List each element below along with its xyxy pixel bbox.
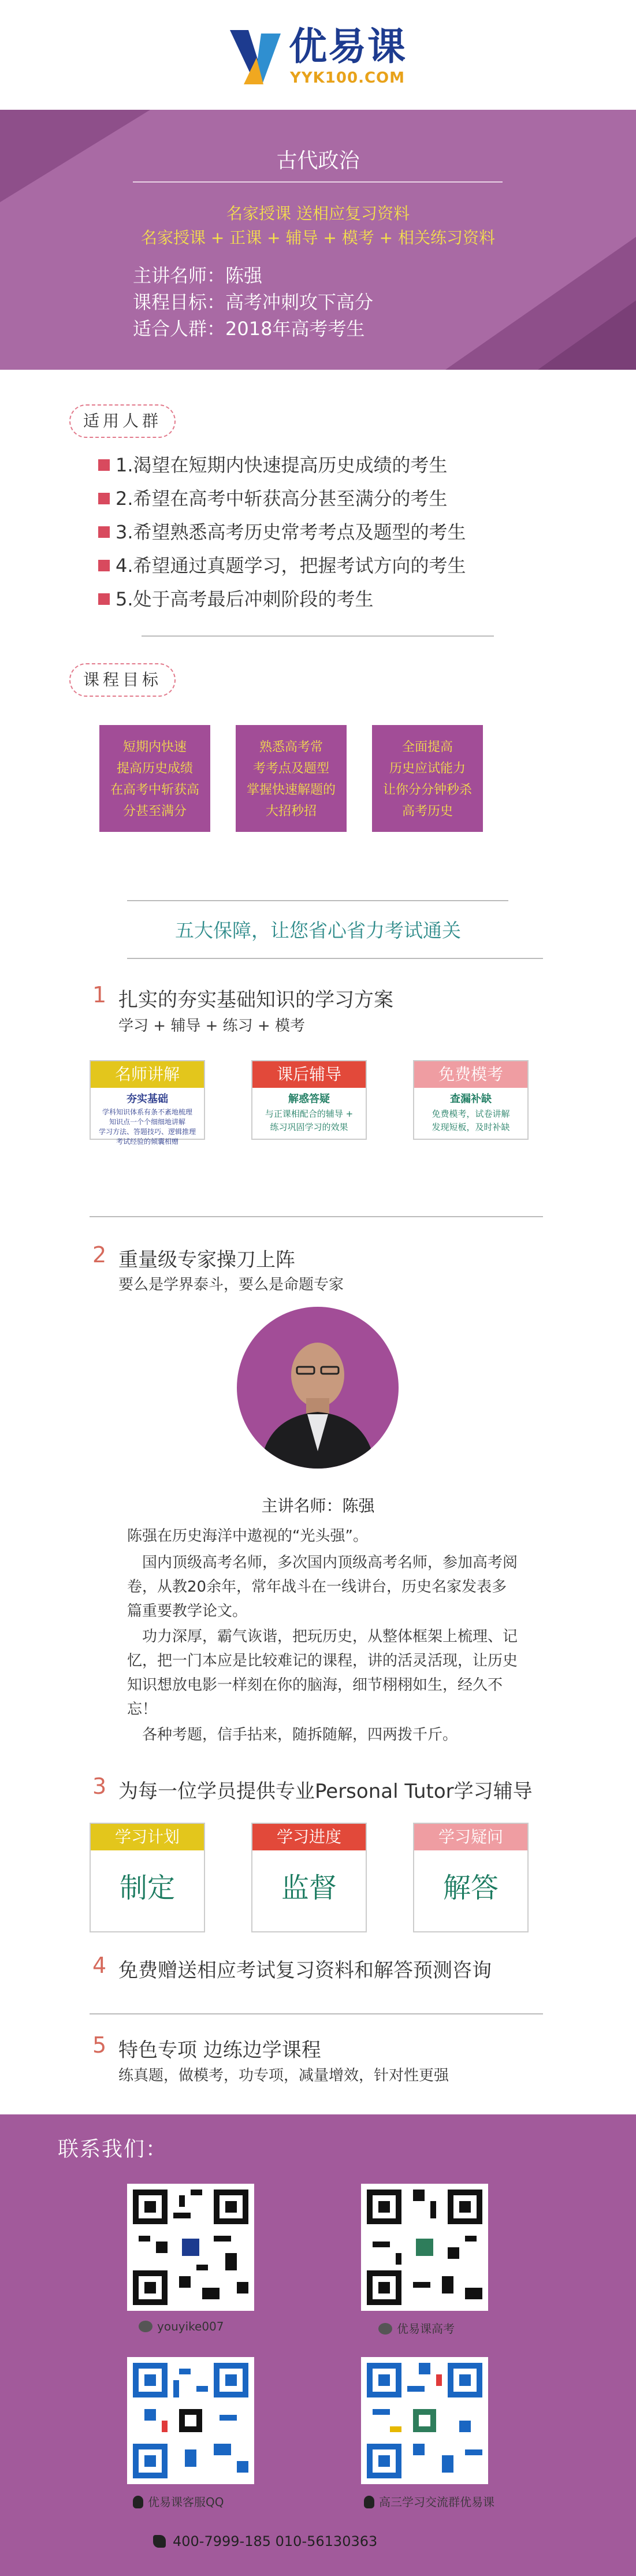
divider	[142, 635, 494, 637]
hero-tagline-2: 名家授课 + 正课 + 辅导 + 模考 + 相关练习资料	[140, 228, 496, 247]
goal-box: 全面提高 历史应试能力 让你分分钟秒杀 高考历史	[372, 725, 483, 832]
qr-code[interactable]	[127, 2357, 254, 2484]
hero-teacher: 主讲名师：陈强	[133, 265, 263, 287]
card-body: 监督	[281, 1872, 337, 1904]
tutor-card	[90, 1823, 205, 1932]
goal-box: 熟悉高考常 考考点及题型 掌握快速解题的 大招秒招	[236, 725, 347, 832]
phone-icon	[153, 2535, 166, 2548]
weibo-icon	[378, 2323, 392, 2335]
hero-tagline: 名家授课 送相应复习资料	[226, 204, 410, 223]
card-body: 解答	[442, 1872, 499, 1904]
divider	[90, 1216, 543, 1217]
qq-icon	[133, 2496, 143, 2508]
qq-group-icon	[364, 2496, 374, 2508]
section-title: 为每一位学员提供专业Personal Tutor学习辅导	[118, 1780, 533, 1803]
qr-code-icon	[127, 2357, 254, 2484]
qr-code[interactable]	[361, 2184, 488, 2311]
contact-section	[0, 2114, 636, 2576]
hero-goal: 课程目标：高考冲刺攻下高分	[133, 291, 374, 313]
divider	[133, 181, 503, 183]
goal-box: 短期内快速 提高历史成绩 在高考中斩获高 分甚至满分	[99, 725, 210, 832]
section-title: 特色专项 边练边学课程	[118, 2039, 321, 2062]
audience-item: 4.希望通过真题学习，把握考试方向的考生	[98, 554, 466, 577]
section-subtitle: 学习 + 辅导 + 练习 + 模考	[118, 1017, 305, 1035]
hero-banner	[0, 110, 636, 370]
card-body: 制定	[119, 1872, 175, 1904]
section-title: 扎实的夯实基础知识的学习方案	[118, 988, 393, 1012]
section-badge-goals: 课程目标	[69, 663, 176, 697]
qr-code-icon	[361, 2184, 488, 2311]
brand-url: YYK100.COM	[290, 69, 406, 87]
divider	[127, 900, 508, 901]
card-header: 学习计划	[91, 1824, 204, 1850]
contact-title: 联系我们：	[58, 2138, 168, 2161]
section-title: 免费赠送相应考试复习资料和解答预测咨询	[118, 1959, 492, 1982]
feature-card: 课后辅导 解惑答疑 与正课相配合的辅导 + 练习巩固学习的效果	[251, 1060, 367, 1140]
card-header: 免费模考	[414, 1061, 527, 1088]
qr-caption: 高三学习交流群优易课	[364, 2493, 494, 2510]
qr-code-icon	[127, 2184, 254, 2311]
teacher-avatar	[237, 1307, 399, 1469]
card-header: 课后辅导	[252, 1061, 366, 1088]
decor-triangle	[538, 300, 636, 370]
feature-card: 名师讲解 夯实基础 学科知识体系有条不紊地梳理 知识点一个个细细地讲解 学习方法、答题技巧、逻辑推理 考试经验的倾囊相赠	[90, 1060, 205, 1140]
audience-item: 3.希望熟悉高考历史常考考点及题型的考生	[98, 521, 466, 544]
section-badge-audience: 适用人群	[69, 404, 176, 438]
qr-code[interactable]	[361, 2357, 488, 2484]
qr-caption: 优易课客服QQ	[133, 2493, 224, 2510]
header	[0, 0, 636, 110]
divider	[127, 958, 543, 959]
qr-code-icon	[361, 2357, 488, 2484]
card-header: 名师讲解	[91, 1061, 204, 1088]
tutor-card	[413, 1823, 529, 1932]
section-number: 5	[92, 2032, 107, 2058]
audience-item: 1.渴望在短期内快速提高历史成绩的考生	[98, 454, 448, 477]
card-header: 学习疑问	[414, 1824, 527, 1850]
section-subtitle: 练真题，做模考，功专项，减量增效，针对性更强	[118, 2067, 449, 2084]
section-number: 2	[92, 1242, 107, 1267]
contact-phone[interactable]: 400-7999-185 010-56130363	[153, 2533, 377, 2549]
wechat-icon	[139, 2321, 153, 2332]
guarantee-title: 五大保障，让您省心省力考试通关	[175, 919, 461, 942]
teacher-portrait-icon	[237, 1307, 399, 1469]
section-title: 重量级专家操刀上阵	[118, 1248, 295, 1272]
bullet-icon	[98, 459, 110, 471]
teacher-name: 主讲名师：陈强	[261, 1496, 375, 1515]
teacher-bio: 陈强在历史海洋中遨视的“光头强”。	[127, 1527, 368, 1545]
teacher-bio: 功力深厚，霸气诙谐，把玩历史，从整体框架上梳理、记忆，把一门本应是比较难记的课程，讲的活灵活现，让历史知识想放电影一样刻在你的脑海，细节栩栩如生，经久不忘！	[127, 1628, 518, 1718]
hero-audience: 适合人群：2018年高考考生	[133, 318, 365, 340]
qr-caption: youyike007	[139, 2319, 224, 2333]
bullet-icon	[98, 493, 110, 504]
bullet-icon	[98, 526, 110, 538]
feature-card: 免费模考 查漏补缺 免费模考，试卷讲解 发现短板，及时补缺	[413, 1060, 529, 1140]
section-number: 1	[92, 982, 107, 1008]
qr-code[interactable]	[127, 2184, 254, 2311]
audience-item: 5.处于高考最后冲刺阶段的考生	[98, 588, 374, 611]
bullet-icon	[98, 593, 110, 605]
logo-mark-icon	[226, 24, 284, 88]
teacher-bio: 各种考题，信手拈来，随拆随解，四两拨千斤。	[142, 1726, 458, 1744]
tutor-card	[251, 1823, 367, 1932]
brand-logo[interactable]	[226, 24, 417, 88]
audience-item: 2.希望在高考中斩获高分甚至满分的考生	[98, 487, 448, 510]
divider	[90, 2013, 543, 2014]
course-title: 古代政治	[276, 149, 360, 173]
teacher-bio: 国内顶级高考名师，多次国内顶级高考名师，参加高考阅卷，从教20余年，常年战斗在一线讲台，历史名家发表多篇重要教学论文。	[127, 1554, 518, 1620]
section-number: 4	[92, 1953, 107, 1978]
qr-caption: 优易课高考	[378, 2319, 455, 2336]
bullet-icon	[98, 560, 110, 571]
section-subtitle: 要么是学界泰斗，要么是命题专家	[118, 1276, 344, 1293]
card-header: 学习进度	[252, 1824, 366, 1850]
section-number: 3	[92, 1774, 107, 1799]
brand-name: 优易课	[289, 24, 407, 69]
